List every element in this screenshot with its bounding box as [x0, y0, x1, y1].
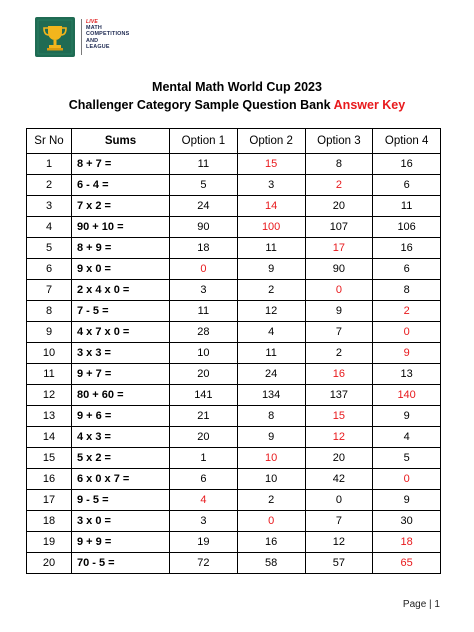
table-row [27, 364, 441, 385]
row-option-2: 10 [237, 469, 305, 490]
row-option-2: 9 [237, 259, 305, 280]
row-sr-no: 4 [27, 217, 72, 238]
table-row [27, 301, 441, 322]
row-option-4: 16 [373, 154, 441, 175]
row-option-3: 107 [305, 217, 373, 238]
row-sr-no: 7 [27, 280, 72, 301]
row-sum: 7 - 5 = [72, 301, 170, 322]
row-option-1: 10 [170, 343, 238, 364]
document-title [0, 78, 474, 114]
title-line-2-prefix: Challenger Category Sample Question Bank [68, 98, 334, 112]
row-sr-no: 8 [27, 301, 72, 322]
row-sr-no: 2 [27, 175, 72, 196]
row-option-3: 7 [305, 511, 373, 532]
row-option-3-correct-answer: 2 [305, 175, 373, 196]
row-option-4-correct-answer: 0 [373, 322, 441, 343]
row-sr-no: 14 [27, 427, 72, 448]
row-sr-no: 15 [27, 448, 72, 469]
row-option-3: 137 [305, 385, 373, 406]
row-sum: 5 x 2 = [72, 448, 170, 469]
row-sum: 4 x 3 = [72, 427, 170, 448]
row-sr-no: 11 [27, 364, 72, 385]
trophy-icon [35, 17, 75, 57]
row-sum: 90 + 10 = [72, 217, 170, 238]
row-option-4: 5 [373, 448, 441, 469]
row-option-1: 90 [170, 217, 238, 238]
logo-wordmark [86, 19, 162, 51]
row-option-2: 8 [237, 406, 305, 427]
table-row [27, 196, 441, 217]
table-row [27, 511, 441, 532]
row-option-1: 5 [170, 175, 238, 196]
row-sum: 6 - 4 = [72, 175, 170, 196]
header-sums: Sums [72, 129, 170, 154]
row-sum: 9 + 7 = [72, 364, 170, 385]
row-option-1: 1 [170, 448, 238, 469]
row-option-1: 19 [170, 532, 238, 553]
row-sum: 4 x 7 x 0 = [72, 322, 170, 343]
logo-line-1: MATH [86, 25, 102, 31]
table-row [27, 259, 441, 280]
row-sum: 9 x 0 = [72, 259, 170, 280]
logo-line-3: AND [86, 37, 99, 44]
row-option-1: 11 [170, 154, 238, 175]
row-sr-no: 19 [27, 532, 72, 553]
row-option-4: 4 [373, 427, 441, 448]
row-sum: 9 + 6 = [72, 406, 170, 427]
page-number: Page | 1 [402, 599, 440, 610]
row-option-2: 9 [237, 427, 305, 448]
header-option-3: Option 3 [305, 129, 373, 154]
row-sum: 7 x 2 = [72, 196, 170, 217]
row-option-1: 72 [170, 553, 238, 574]
row-option-1: 141 [170, 385, 238, 406]
table-row [27, 385, 441, 406]
row-option-4: 30 [373, 511, 441, 532]
row-sr-no: 3 [27, 196, 72, 217]
row-option-3: 0 [305, 490, 373, 511]
row-option-1: 3 [170, 511, 238, 532]
table-row [27, 469, 441, 490]
row-sr-no: 1 [27, 154, 72, 175]
row-option-2: 16 [237, 532, 305, 553]
table-row [27, 154, 441, 175]
row-option-2: 24 [237, 364, 305, 385]
row-sum: 2 x 4 x 0 = [72, 280, 170, 301]
row-sr-no: 6 [27, 259, 72, 280]
row-sr-no: 16 [27, 469, 72, 490]
row-option-4: 11 [373, 196, 441, 217]
row-option-3-correct-answer: 15 [305, 406, 373, 427]
header-option-1: Option 1 [170, 129, 238, 154]
row-option-3: 9 [305, 301, 373, 322]
row-option-2-correct-answer: 0 [237, 511, 305, 532]
row-sum: 9 - 5 = [72, 490, 170, 511]
row-sum: 3 x 0 = [72, 511, 170, 532]
title-line-2 [0, 96, 474, 114]
row-option-1: 3 [170, 280, 238, 301]
row-option-4: 106 [373, 217, 441, 238]
logo [35, 17, 165, 57]
row-option-1: 20 [170, 364, 238, 385]
row-option-1: 6 [170, 469, 238, 490]
row-option-1: 20 [170, 427, 238, 448]
row-option-4-correct-answer: 9 [373, 343, 441, 364]
row-option-2-correct-answer: 15 [237, 154, 305, 175]
table-row [27, 343, 441, 364]
row-option-4: 9 [373, 490, 441, 511]
row-option-3: 90 [305, 259, 373, 280]
table-row [27, 448, 441, 469]
title-line-1: Mental Math World Cup 2023 [152, 80, 322, 94]
logo-divider [81, 19, 82, 55]
logo-line-2: COMPETITIONS [86, 31, 130, 38]
row-sum: 8 + 7 = [72, 154, 170, 175]
row-sum: 3 x 3 = [72, 343, 170, 364]
row-option-1-correct-answer: 0 [170, 259, 238, 280]
row-sr-no: 17 [27, 490, 72, 511]
row-option-4-correct-answer: 140 [373, 385, 441, 406]
row-sr-no: 18 [27, 511, 72, 532]
row-sr-no: 12 [27, 385, 72, 406]
row-sr-no: 20 [27, 553, 72, 574]
row-option-2: 4 [237, 322, 305, 343]
table-row [27, 490, 441, 511]
row-option-1: 28 [170, 322, 238, 343]
row-option-1-correct-answer: 4 [170, 490, 238, 511]
table-row [27, 532, 441, 553]
table-header-row [27, 129, 441, 154]
row-sr-no: 5 [27, 238, 72, 259]
row-option-2: 2 [237, 280, 305, 301]
row-option-4-correct-answer: 0 [373, 469, 441, 490]
row-option-2: 58 [237, 553, 305, 574]
row-option-2: 2 [237, 490, 305, 511]
table-row [27, 322, 441, 343]
row-option-3: 12 [305, 532, 373, 553]
row-option-2-correct-answer: 100 [237, 217, 305, 238]
table-row [27, 427, 441, 448]
row-sr-no: 10 [27, 343, 72, 364]
row-option-3: 57 [305, 553, 373, 574]
row-sr-no: 13 [27, 406, 72, 427]
row-option-2-correct-answer: 14 [237, 196, 305, 217]
row-option-3: 20 [305, 196, 373, 217]
row-option-4-correct-answer: 65 [373, 553, 441, 574]
row-option-3: 2 [305, 343, 373, 364]
row-option-2: 11 [237, 343, 305, 364]
row-option-3-correct-answer: 12 [305, 427, 373, 448]
row-option-3-correct-answer: 17 [305, 238, 373, 259]
row-option-3: 7 [305, 322, 373, 343]
table-body [27, 154, 441, 574]
row-option-1: 18 [170, 238, 238, 259]
table-row [27, 406, 441, 427]
row-option-3-correct-answer: 0 [305, 280, 373, 301]
answer-key-table [26, 128, 441, 574]
logo-line-4: LEAGUE [86, 44, 110, 51]
row-option-4: 16 [373, 238, 441, 259]
row-option-4: 6 [373, 175, 441, 196]
row-option-2-correct-answer: 10 [237, 448, 305, 469]
row-option-4: 13 [373, 364, 441, 385]
header-option-2: Option 2 [237, 129, 305, 154]
table-row [27, 217, 441, 238]
header-option-4: Option 4 [373, 129, 441, 154]
row-option-3: 20 [305, 448, 373, 469]
table-row [27, 280, 441, 301]
table-row [27, 238, 441, 259]
table-row [27, 553, 441, 574]
table-row [27, 175, 441, 196]
row-option-1: 24 [170, 196, 238, 217]
row-sum: 6 x 0 x 7 = [72, 469, 170, 490]
row-sr-no: 9 [27, 322, 72, 343]
row-option-2: 3 [237, 175, 305, 196]
row-option-2: 11 [237, 238, 305, 259]
row-option-4: 9 [373, 406, 441, 427]
row-option-1: 11 [170, 301, 238, 322]
row-option-2: 134 [237, 385, 305, 406]
row-sum: 80 + 60 = [72, 385, 170, 406]
row-option-4: 6 [373, 259, 441, 280]
logo-live-tag: LIVE [86, 19, 98, 25]
row-sum: 8 + 9 = [72, 238, 170, 259]
row-option-1: 21 [170, 406, 238, 427]
row-option-3: 8 [305, 154, 373, 175]
row-sum: 70 - 5 = [72, 553, 170, 574]
row-option-3-correct-answer: 16 [305, 364, 373, 385]
row-option-3: 42 [305, 469, 373, 490]
row-sum: 9 + 9 = [72, 532, 170, 553]
row-option-4: 8 [373, 280, 441, 301]
row-option-4-correct-answer: 2 [373, 301, 441, 322]
header-sr-no: Sr No [27, 129, 72, 154]
row-option-2: 12 [237, 301, 305, 322]
row-option-4-correct-answer: 18 [373, 532, 441, 553]
title-answer-key: Answer Key [333, 98, 406, 112]
